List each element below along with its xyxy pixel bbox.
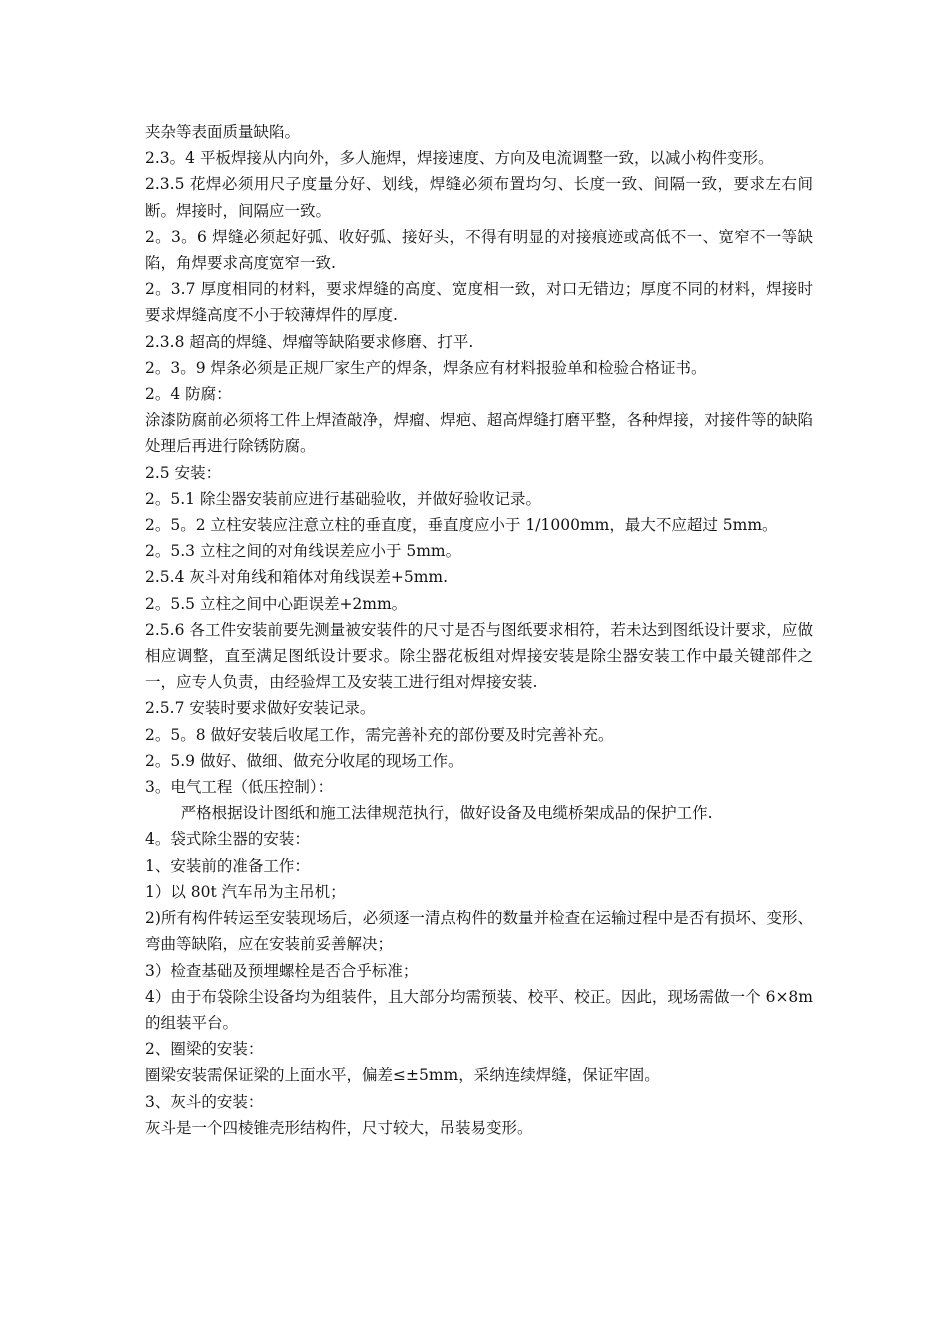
paragraph-ring-beam: 圈梁安装需保证梁的上面水平，偏差≤±5mm，采纳连续焊缝，保证牢固。 [145,1066,660,1085]
paragraph-2-3-7: 2。3.7 厚度相同的材料，要求焊缝的高度、宽度相一致，对口无错边；厚度不同的材料，焊接时要求焊缝高度不小于较薄焊件的厚度. [145,280,813,325]
paragraph-2-5-2: 2。5。2 立柱安装应注意立柱的垂直度，垂直度应小于 1/1000mm，最大不应超过 5mm。 [145,516,778,535]
heading-preparation: 1、安装前的准备工作： [145,856,310,875]
paragraph-2-3-4: 2.3。4 平板焊接从内向外，多人施焊，焊接速度、方向及电流调整一致，以减小构件变形。 [145,149,774,168]
paragraph-2-5-8: 2。5。8 做好安装后收尾工作，需完善补充的部份要及时完善补充。 [145,725,614,744]
list-item-3-foundation: 3）检查基础及预埋螺栓是否合乎标准； [145,961,419,980]
paragraph-2-3-5: 2.3.5 花焊必须用尺子度量分好、划线，焊缝必须布置均匀、长度一致、间隔一致，要求左右间断。焊接时，间隔应一致。 [145,175,813,220]
paragraph-2-5-1: 2。5.1 除尘器安装前应进行基础验收，并做好验收记录。 [145,489,541,508]
paragraph-defect-continuation: 夹杂等表面质量缺陷。 [145,123,301,141]
heading-ring-beam: 2、圈梁的安装： [145,1040,264,1059]
heading-4-bag-filter: 4。袋式除尘器的安装： [145,830,310,849]
heading-2-4-anticorrosion: 2。4 防腐： [145,385,232,404]
paragraph-2-3-6: 2。3。6 焊缝必须起好弧、收好弧、接好头，不得有明显的对接痕迹或高低不一、宽窄不一等缺陷，角焊要求高度宽窄一致. [145,227,813,273]
heading-hopper: 3、灰斗的安装： [145,1092,264,1111]
list-item-4-platform: 4）由于布袋除尘设备均为组装件，且大部分均需预装、校平、校正。因此，现场需做一个 6×8m 的组装平台。 [145,987,813,1032]
paragraph-electrical: 严格根据设计图纸和施工法律规范执行，做好设备及电缆桥架成品的保护工作. [180,804,713,823]
list-item-2-inspection: 2)所有构件转运至安装现场后，必须逐一清点构件的数量并检查在运输过程中是否有损坏、变形、弯曲等缺陷，应在安装前妥善解决； [145,909,813,954]
document-body [145,119,813,1141]
paragraph-2-5-5: 2。5.5 立柱之间中心距误差+2mm。 [145,594,408,613]
paragraph-2-5-9: 2。5.9 做好、做细、做充分收尾的现场工作。 [145,751,464,770]
heading-2-5-installation: 2.5 安装： [145,463,222,482]
paragraph-2-3-8: 2.3.8 超高的焊缝、焊瘤等缺陷要求修磨、打平. [145,332,474,351]
paragraph-2-5-6: 2.5.6 各工件安装前要先测量被安装件的尺寸是否与图纸要求相符，若未达到图纸设计要求，应做相应调整，直至满足图纸设计要求。除尘器花板组对焊接安装是除尘器安装工作中最关键部件之一，应专人负责，由经验焊工及安装工进行组对焊接安装. [145,620,813,692]
paragraph-hopper: 灰斗是一个四棱锥壳形结构件，尺寸较大，吊装易变形。 [145,1118,533,1137]
list-item-1-crane: 1）以 80t 汽车吊为主吊机； [145,882,346,901]
paragraph-2-5-4: 2.5.4 灰斗对角线和箱体对角线误差+5mm. [145,568,449,587]
heading-3-electrical: 3。电气工程（低压控制）： [145,778,334,797]
paragraph-2-5-3: 2。5.3 立柱之间的对角线误差应小于 5mm。 [145,542,462,561]
paragraph-anticorrosion: 涂漆防腐前必须将工件上焊渣敲净，焊瘤、焊疤、超高焊缝打磨平整，各种焊接，对接件等的缺陷处理后再进行除锈防腐。 [145,411,813,456]
paragraph-2-3-9: 2。3。9 焊条必须是正规厂家生产的焊条，焊条应有材料报验单和检验合格证书。 [145,358,707,377]
paragraph-2-5-7: 2.5.7 安装时要求做好安装记录。 [145,699,376,718]
